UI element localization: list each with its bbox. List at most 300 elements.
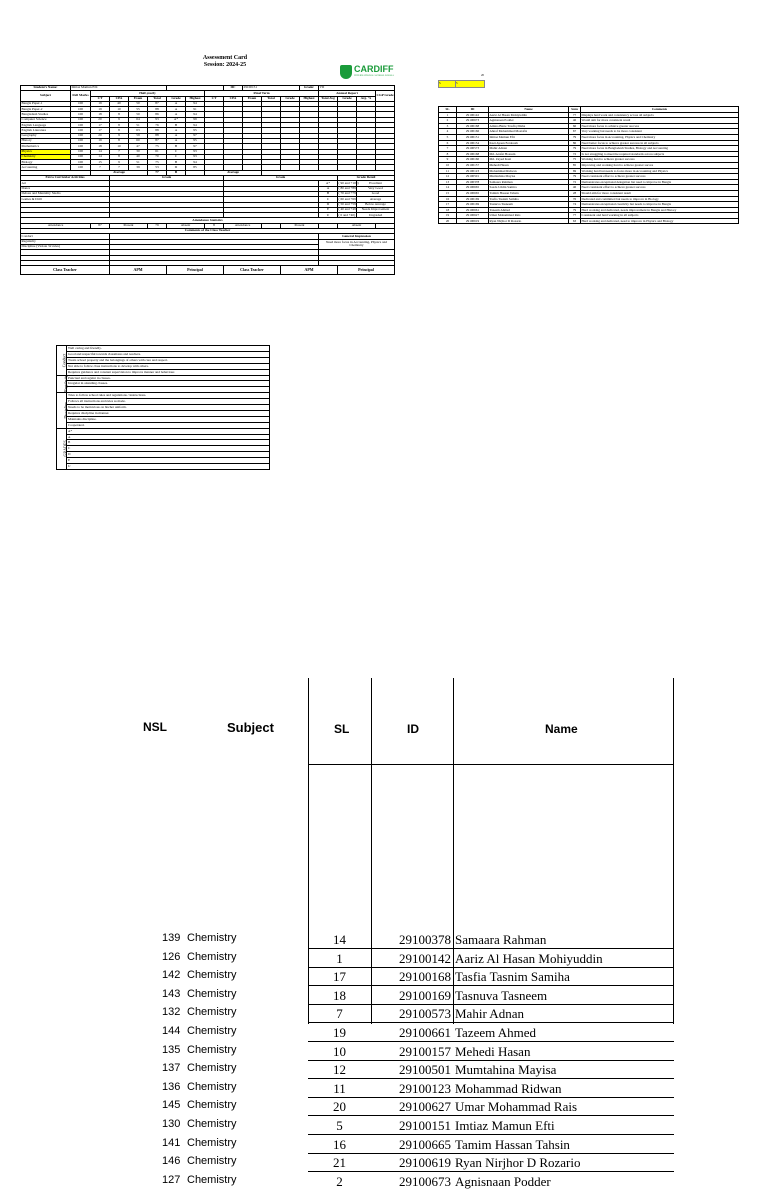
rubric-item: U [67,464,270,470]
comment-cell: Md. Zayed Kazi [489,157,569,163]
chemistry-table [120,678,675,1024]
annual-report-header: Annual Report [319,91,376,96]
comment-cell: Ryan Nirjhor D Rozario [489,218,569,224]
row-subject: Chemistry [187,1099,237,1111]
eca-label: Extra Curricular Activities [21,176,110,181]
column-header: CT [91,96,110,101]
comment-cell: Samaara Rahman [489,179,569,185]
mark-cell: 95 [186,138,205,143]
comment-cell: 86 [569,140,581,146]
comment-cell: 29100166 [457,129,489,135]
comments-header: Name [489,107,569,113]
mark-cell: 50 [129,101,148,106]
comment-cell: 14 [439,185,457,191]
column-header: Grade [167,96,186,101]
row-sl: 18 [308,988,371,1004]
rubric-item: Needs to be meticulous on his/her uniform. [67,405,270,411]
comment-row [439,218,739,224]
mark-cell: 18 [91,144,110,149]
rubric-item: Requires discipline in manner. [67,410,270,416]
comment-cell: 9 [439,157,457,163]
table-row [120,1060,675,1078]
grade-letter: U [319,213,338,218]
comment-cell: 12 [439,174,457,180]
mark-cell: 93 [148,117,167,122]
comment-cell: 18 [439,207,457,213]
grade-letter: D [319,202,338,207]
comment-cell: 6 [439,140,457,146]
row-subject: Chemistry [187,988,237,1000]
rubric-section [57,375,67,393]
rubric-item: Cooperated. [67,422,270,428]
row-subject: Chemistry [187,1025,237,1037]
rubric-item: A* [67,428,270,434]
comment-cell: 76 [569,196,581,202]
signature-row [21,266,395,275]
row-sl: 17 [308,969,371,985]
comment-cell: 29100151 [457,134,489,140]
attendance-title: Attendance Statistics [21,218,395,223]
mark-cell: 87 [148,138,167,143]
table-row [120,1172,675,1190]
row-id: 29100673 [372,1174,451,1190]
comment-cell: 29100160 [457,157,489,163]
comment-cell: 77 [569,112,581,118]
row-nsl: 142 [162,969,180,981]
attendance-cell: Attendance [21,223,91,228]
mark-cell: 91 [186,107,205,112]
comment-cell: Is not struggling to meet the required standards across subjects [581,151,739,157]
row-nsl: 146 [162,1155,180,1167]
mark-cell: 8 [110,128,129,133]
comment-cell: 29100168 [457,123,489,129]
signature-label: Class Teacher [224,266,281,275]
attendance-cell: Absent [338,223,376,228]
row-subject: Chemistry [187,1174,237,1186]
comment-cell: 29100627 [457,213,489,219]
comment-cell: 5 [439,134,457,140]
comment-cell: Consistent and hard working in all subjects [581,213,739,219]
full-marks: 100 [71,117,91,122]
eca-grade-label: Grade [110,176,224,181]
subject-name: Computer Science [21,117,71,122]
comment-cell: 74 [569,202,581,208]
header-name: Name [545,722,578,736]
mark-cell: 59 [129,133,148,138]
comment-cell: 46 [569,185,581,191]
row-name: Umar Mohammad Rais [455,1099,577,1115]
mark-cell: 94 [186,112,205,117]
rubric-section-label: Regularity [64,375,69,392]
mark-cell: 8 [110,112,129,117]
mark-cell: 40 [129,154,148,159]
row-id: 29100619 [372,1155,451,1171]
row-nsl: 136 [162,1081,180,1093]
comment-cell: Need better focus to achieve greater success in all subjects [581,140,739,146]
comment-cell: 75 [569,157,581,163]
mark-cell: 88 [148,107,167,112]
grade-desc: Average [357,197,395,202]
attendance-cell: Present [281,223,319,228]
id-label: ID: [224,86,243,91]
rubric-table [56,345,270,470]
shield-icon [340,65,352,79]
average-total: 77 [148,170,167,175]
comments-header: Comments [581,107,739,113]
subject-name: Geography [21,133,71,138]
subject-name: English Literature [21,128,71,133]
row-id: 29100142 [372,951,451,967]
full-marks: 100 [71,165,91,170]
row-id: 29100665 [372,1137,451,1153]
mark-cell: 47 [129,144,148,149]
grade-letter: B [319,191,338,196]
comment-cell: Aariz Al Hasan Mohiyuddin [489,112,569,118]
rubric-section-label: Discipline [64,402,69,418]
average-grade: B [167,170,186,175]
rubric-item: Maintains discipline. [67,416,270,422]
table-row [120,1097,675,1115]
row-subject: Chemistry [187,969,237,981]
comment-cell: 29100673 [457,118,489,124]
row-subject: Chemistry [187,1155,237,1167]
header-subject: Subject [227,720,274,735]
full-marks: 100 [71,133,91,138]
row-sl: 2 [308,1174,371,1190]
comment-cell: Hard working and dedicated, need to improve in Physics and Biology [581,218,739,224]
grade-desc: Very Good [357,186,395,191]
full-marks: 100 [71,112,91,117]
comments-header: ID [457,107,489,113]
mark-cell: 61 [148,149,167,154]
eca-item: Debate and Mentality Studio [21,191,110,196]
comment-cell: Mumtahina Mayisa [489,174,569,180]
assessment-table [20,85,395,275]
subject-name: Accounting [21,165,71,170]
mark-cell: 75 [148,144,167,149]
column-header: Avg. % [357,96,376,101]
comment-cell: 17 [439,202,457,208]
table-row [120,986,675,1004]
column-header: CPA [110,96,129,101]
student-label: Student's Name: [21,86,71,91]
conduct-label: Discipline (Violate 32 rules) [21,244,110,249]
rubric-item: E [67,458,270,464]
full-marks: 100 [71,154,91,159]
average-label-final: Average [205,170,262,175]
row-nsl: 135 [162,1044,180,1056]
comment-cell: Umar Mohammad Rais [489,213,569,219]
mark-cell: A [167,133,186,138]
average-label: Average [91,170,148,175]
rubric-item: D [67,452,270,458]
row-nsl: 127 [162,1174,180,1186]
mark-cell: 85 [186,165,205,170]
tag-cell-5: 5 [455,80,485,88]
mark-cell: A [167,138,186,143]
row-subject: Chemistry [187,1137,237,1149]
table-row [120,1116,675,1134]
comment-cell: 77 [569,213,581,219]
mark-cell: 88 [148,133,167,138]
mark-cell: 7 [110,165,129,170]
comment-cell: 29100168 [457,151,489,157]
row-subject: Chemistry [187,1081,237,1093]
mark-cell: 51 [129,123,148,128]
comment-cell: 29100501 [457,174,489,180]
mark-cell: 94 [186,160,205,165]
mark-cell: D [167,165,186,170]
row-subject: Chemistry [187,1062,237,1074]
mark-cell: A* [167,117,186,122]
attendance-cell: 79 [148,223,167,228]
mark-cell: 87 [148,101,167,106]
mark-cell: 60 [129,138,148,143]
table-row [120,1004,675,1022]
full-marks: 100 [71,160,91,165]
comment-cell: 79 [569,146,581,152]
general-impression-label: General Impression [319,234,395,239]
card-title-line1: Assessment Card [170,55,280,62]
rubric-item: Irregular in attending classes. [67,381,270,387]
table-row [120,1042,675,1060]
header-sl: SL [334,722,349,736]
comment-cell: Working hard but needs to focus more in Accounting and Physics [581,168,739,174]
row-nsl: 137 [162,1062,180,1074]
grade-letter: C [319,197,338,202]
tag-cell-s: S [438,80,456,88]
signature-label: Principal [167,266,224,275]
comments-header: Sum [569,107,581,113]
mark-cell: 8 [110,154,129,159]
row-sl: 7 [308,1006,371,1022]
rubric-item: C [67,446,270,452]
row-name: Mohammad Ridwan [455,1081,562,1097]
row-nsl: 145 [162,1099,180,1111]
attendance-cell: Absent [167,223,205,228]
subject-name: English Language [21,123,71,128]
card-title-line2: Session: 2024-25 [170,62,280,69]
grade-desc: Needs Improvement [357,207,395,212]
comment-cell: Amina Binte Towfiq Disha [489,123,569,129]
row-name: Tazeem Ahmed [455,1025,536,1041]
mark-cell: 97 [186,144,205,149]
half-yearly-header: Half-yearly [91,91,205,96]
comment-cell: Need more focus in Bangladesh Studies, Biology and Accounting [581,146,739,152]
row-nsl: 143 [162,988,180,1000]
comment-cell: Mehedi Hasan [489,162,569,168]
row-name: Aariz Al Hasan Mohiyuddin [455,951,603,967]
row-sl: 1 [308,951,371,967]
mark-cell: 94 [186,101,205,106]
mark-cell: A [167,128,186,133]
rubric-item: Requires guidance and constant supervision to improve manner and behaviour. [67,369,270,375]
attendance-cell: 8 [205,223,224,228]
mark-cell: 40 [110,101,129,106]
mark-cell: 39 [129,165,148,170]
full-marks: 100 [71,144,91,149]
row-nsl: 132 [162,1006,180,1018]
row-name: Mumtahina Mayisa [455,1062,556,1078]
row-sl: 20 [308,1099,371,1115]
row-id: 29100157 [372,1044,451,1060]
row-id: 29100123 [372,1081,451,1097]
rubric-item: Tries to follow school rules and regulations / instructions. [67,393,270,399]
signature-label: APM [110,266,167,275]
comment-cell: Dedicated and committed but needs to improve in Biology [581,196,739,202]
row-sl: 21 [308,1155,371,1171]
mark-cell: 19 [91,101,110,106]
table-row [120,1079,675,1097]
comments-title: Comments of the Class Teacher [21,229,395,234]
comment-cell: 79 [569,134,581,140]
column-header: Highest [300,96,319,101]
comment-cell: 29100619 [457,218,489,224]
mark-cell: 9 [110,133,129,138]
rubric-item: Follows all instructions and rules as made. [67,399,270,405]
mark-cell: 15 [91,160,110,165]
comment-cell: Demonstrates exceptional delegation but need to improve in Bangla [581,179,739,185]
mark-cell: 55 [129,107,148,112]
mark-cell: 53 [148,165,167,170]
rubric-row [57,464,270,470]
comment-cell: Kazi Ayaan Ferdoush [489,140,569,146]
comment-cell: Very working but needs to be more consistent [581,129,739,135]
row-subject: Chemistry [187,1006,237,1018]
mark-cell: 93 [186,149,205,154]
assessment-card [20,85,395,323]
grade-range: ( 70 and +79) [338,191,357,196]
comment-cell: Displays hard work and consistency across all subjects [581,112,739,118]
comment-cell: Agnisnaan Podder [489,118,569,124]
row-name: Samaara Rahman [455,932,546,948]
mark-cell: 63 [129,128,148,133]
subject-name: Bangladesh Studies [21,112,71,117]
row-name: Mahir Adnan [455,1006,524,1022]
comment-cell: Working hard to achieve greater success [581,157,739,163]
row-name: Mehedi Hasan [455,1044,530,1060]
rubric-section [57,393,67,428]
table-row [120,930,675,948]
comment-cell: 28 [569,190,581,196]
comment-cell: Would aim for more consistent result [581,118,739,124]
row-sl: 16 [308,1137,371,1153]
grade-range: ( 80 and +89) [338,186,357,191]
mark-cell: 95 [186,128,205,133]
mark-cell: 20 [91,117,110,122]
mark-cell: 19 [91,138,110,143]
mark-cell: 86 [148,112,167,117]
comment-cell: Tasnuva Tasneem [489,202,569,208]
comment-cell: Ahnaf Mohammad Mostafiz [489,129,569,135]
comment-cell: 63 [569,218,581,224]
mark-cell: 10 [110,144,129,149]
cgp-header: CGP Grade [376,91,395,102]
comment-cell: Mohammad Ridwan [489,168,569,174]
comments-table [438,106,738,224]
row-id: 29100378 [372,932,451,948]
card-title [170,55,280,69]
row-nsl: 144 [162,1025,180,1037]
conduct-label: Conduct [21,234,110,239]
logo-word: CARDIFF [354,65,394,74]
mark-cell: 8 [110,123,129,128]
grade-desc: Good [357,191,395,196]
mark-cell: A [167,107,186,112]
grade-desc: Ungraded [357,213,395,218]
comment-cell: 8 [439,151,457,157]
row-name: Tasfia Tasnim Samiha [455,969,570,985]
rubric-item: Treats school property and the belongings of others with care and respect. [67,357,270,363]
header-nsl: NSL [143,720,167,734]
comment-cell: 10 [439,162,457,168]
comment-cell: 2 [439,118,457,124]
mark-cell: C [167,154,186,159]
grade-letter: A [319,186,338,191]
row-subject: Chemistry [187,1118,237,1130]
row-id: 29100168 [372,969,451,985]
comment-cell: Should aim for more consistent result [581,190,739,196]
comment-cell: Need more focus to achieve greater success [581,123,739,129]
mark-cell: 14 [91,149,110,154]
signature-label: APM [281,266,338,275]
mark-cell: 19 [91,107,110,112]
comment-cell: 29100154 [457,140,489,146]
comment-cell: 29100123 [457,168,489,174]
row-name: Tasnuva Tasneem [455,988,547,1004]
grade-range: ( 50 and +59) [338,202,357,207]
mark-cell: 7 [91,165,110,170]
mark-cell: 10 [110,107,129,112]
mark-cell: 20 [91,133,110,138]
conduct-label: Regularity [21,239,110,244]
comment-cell: Tasfia Tasnim Samiha [489,196,569,202]
row-sl: 19 [308,1025,371,1041]
grade-range: ( 0 and +40) [338,213,357,218]
comment-cell: 1 [439,112,457,118]
comment-cell: 29100665 [457,185,489,191]
column-header: Grade [281,96,300,101]
comment-cell: 11 [439,168,457,174]
mark-cell: A [167,112,186,117]
comment-cell: Hard working and dedicated, needs improvement in Bangla and History [581,207,739,213]
comment-cell: 72 [569,179,581,185]
row-id: 29100661 [372,1025,451,1041]
grade-letter: E [319,207,338,212]
subject-name: Chemistry [21,154,71,159]
row-nsl: 141 [162,1137,180,1149]
full-marks: 100 [71,149,91,154]
table-row [120,949,675,967]
full-marks: 100 [71,138,91,143]
comment-cell: Tazeem Ahmed [489,207,569,213]
row-sl: 11 [308,1081,371,1097]
comment-cell: 13 [439,179,457,185]
comment-cell: 79 [569,174,581,180]
comment-cell: Md. Arafat Hossain [489,151,569,157]
comment-cell: 46 [569,118,581,124]
comment-cell: 69 [569,168,581,174]
attendance-cell: 87 [91,223,110,228]
school-logo [340,65,396,81]
general-impression-text: Need more focus in Accounting, Physics and Chemistry [319,239,395,250]
table-row [120,967,675,985]
mark-cell: 70 [148,154,167,159]
row-name: Imtiaz Mamun Efti [455,1118,555,1134]
row-subject: Chemistry [187,1044,237,1056]
row-nsl: 126 [162,951,180,963]
rubric-item: B [67,440,270,446]
